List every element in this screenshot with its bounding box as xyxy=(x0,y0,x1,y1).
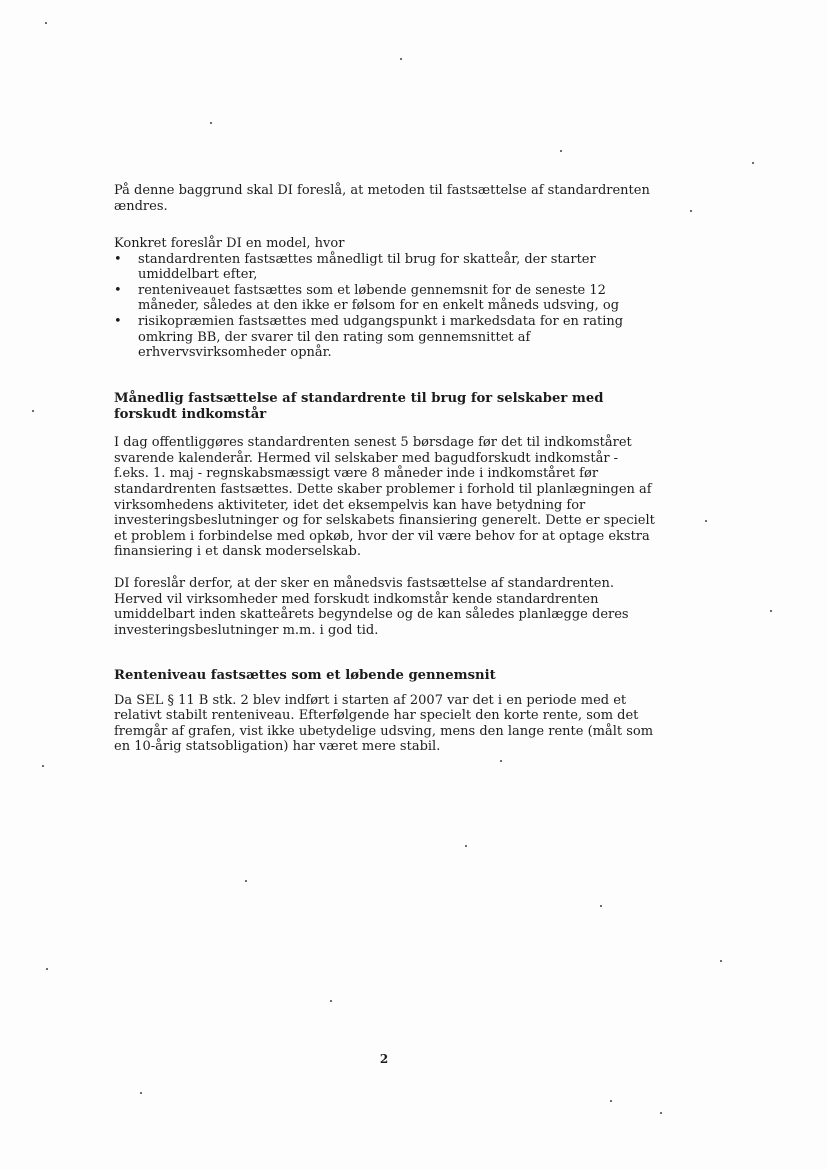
section-heading: Månedlig fastsættelse af standardrente til brug for selskaber med forskudt indkomstår xyxy=(114,391,604,422)
section-paragraph: DI foreslår derfor, at der sker en månedsvis fastsættelse af standardrenten. Herved vil virksomheder med forskudt indkomstår kende standardrenten umiddelbart inden skatteårets begyndelse og de kan således planlægge deres investeringsbeslutninger m.m. i god tid. xyxy=(114,575,629,638)
body-text xyxy=(114,183,657,214)
model-block xyxy=(114,236,657,361)
list-item: • renteniveauet fastsættes som et løbende gennemsnit for de seneste 12 måneder, således at den ikke er følsom for en enkelt måneds udsving, og xyxy=(114,283,657,314)
proposal-list xyxy=(114,252,657,361)
section-heading: Renteniveau fastsættes som et løbende gennemsnit xyxy=(114,668,496,683)
section-rate-level xyxy=(114,668,657,755)
intro-paragraph: På denne baggrund skal DI foreslå, at metoden til fastsættelse af standardrenten ændres. xyxy=(114,183,650,214)
model-intro: Konkret foreslår DI en model, hvor xyxy=(114,236,345,251)
list-item: • risikopræmien fastsættes med udgangspunkt i markedsdata for en rating omkring BB, der svarer til den rating som gennemsnittet af erhvervsvirksomheder opnår. xyxy=(114,314,657,361)
section-monthly xyxy=(114,391,657,638)
list-item: • standardrenten fastsættes månedligt til brug for skatteår, der starter umiddelbart efter, xyxy=(114,252,657,283)
section-paragraph: I dag offentliggøres standardrenten senest 5 børsdage før det til indkomståret svarende kalenderår. Hermed vil selskaber med bagudforskudt indkomstår - f.eks. 1. maj - regnskabsmæssigt være 8 måneder inde i indkomståret før standardrenten fastsættes. Dette skaber problemer i forhold til planlægningen af virksomhedens aktiviteter, idet det eksempelvis kan have betydning for investeringsbeslutninger og for selskabets finansiering generelt. Dette er specielt et problem i forbindelse med opkøb, hvor der vil være behov for at optage ekstra finansiering i et dansk moderselskab. xyxy=(114,435,655,560)
page-number: 2 xyxy=(379,1052,389,1066)
section-paragraph: Da SEL § 11 B stk. 2 blev indført i starten af 2007 var det i en periode med et relativt stabilt renteniveau. Efterfølgende har specielt den korte rente, som det fremgår af grafen, vist ikke ubetydelige udsving, mens den lange rente (målt som en 10-årig statsobligation) har været mere stabil. xyxy=(114,692,654,755)
